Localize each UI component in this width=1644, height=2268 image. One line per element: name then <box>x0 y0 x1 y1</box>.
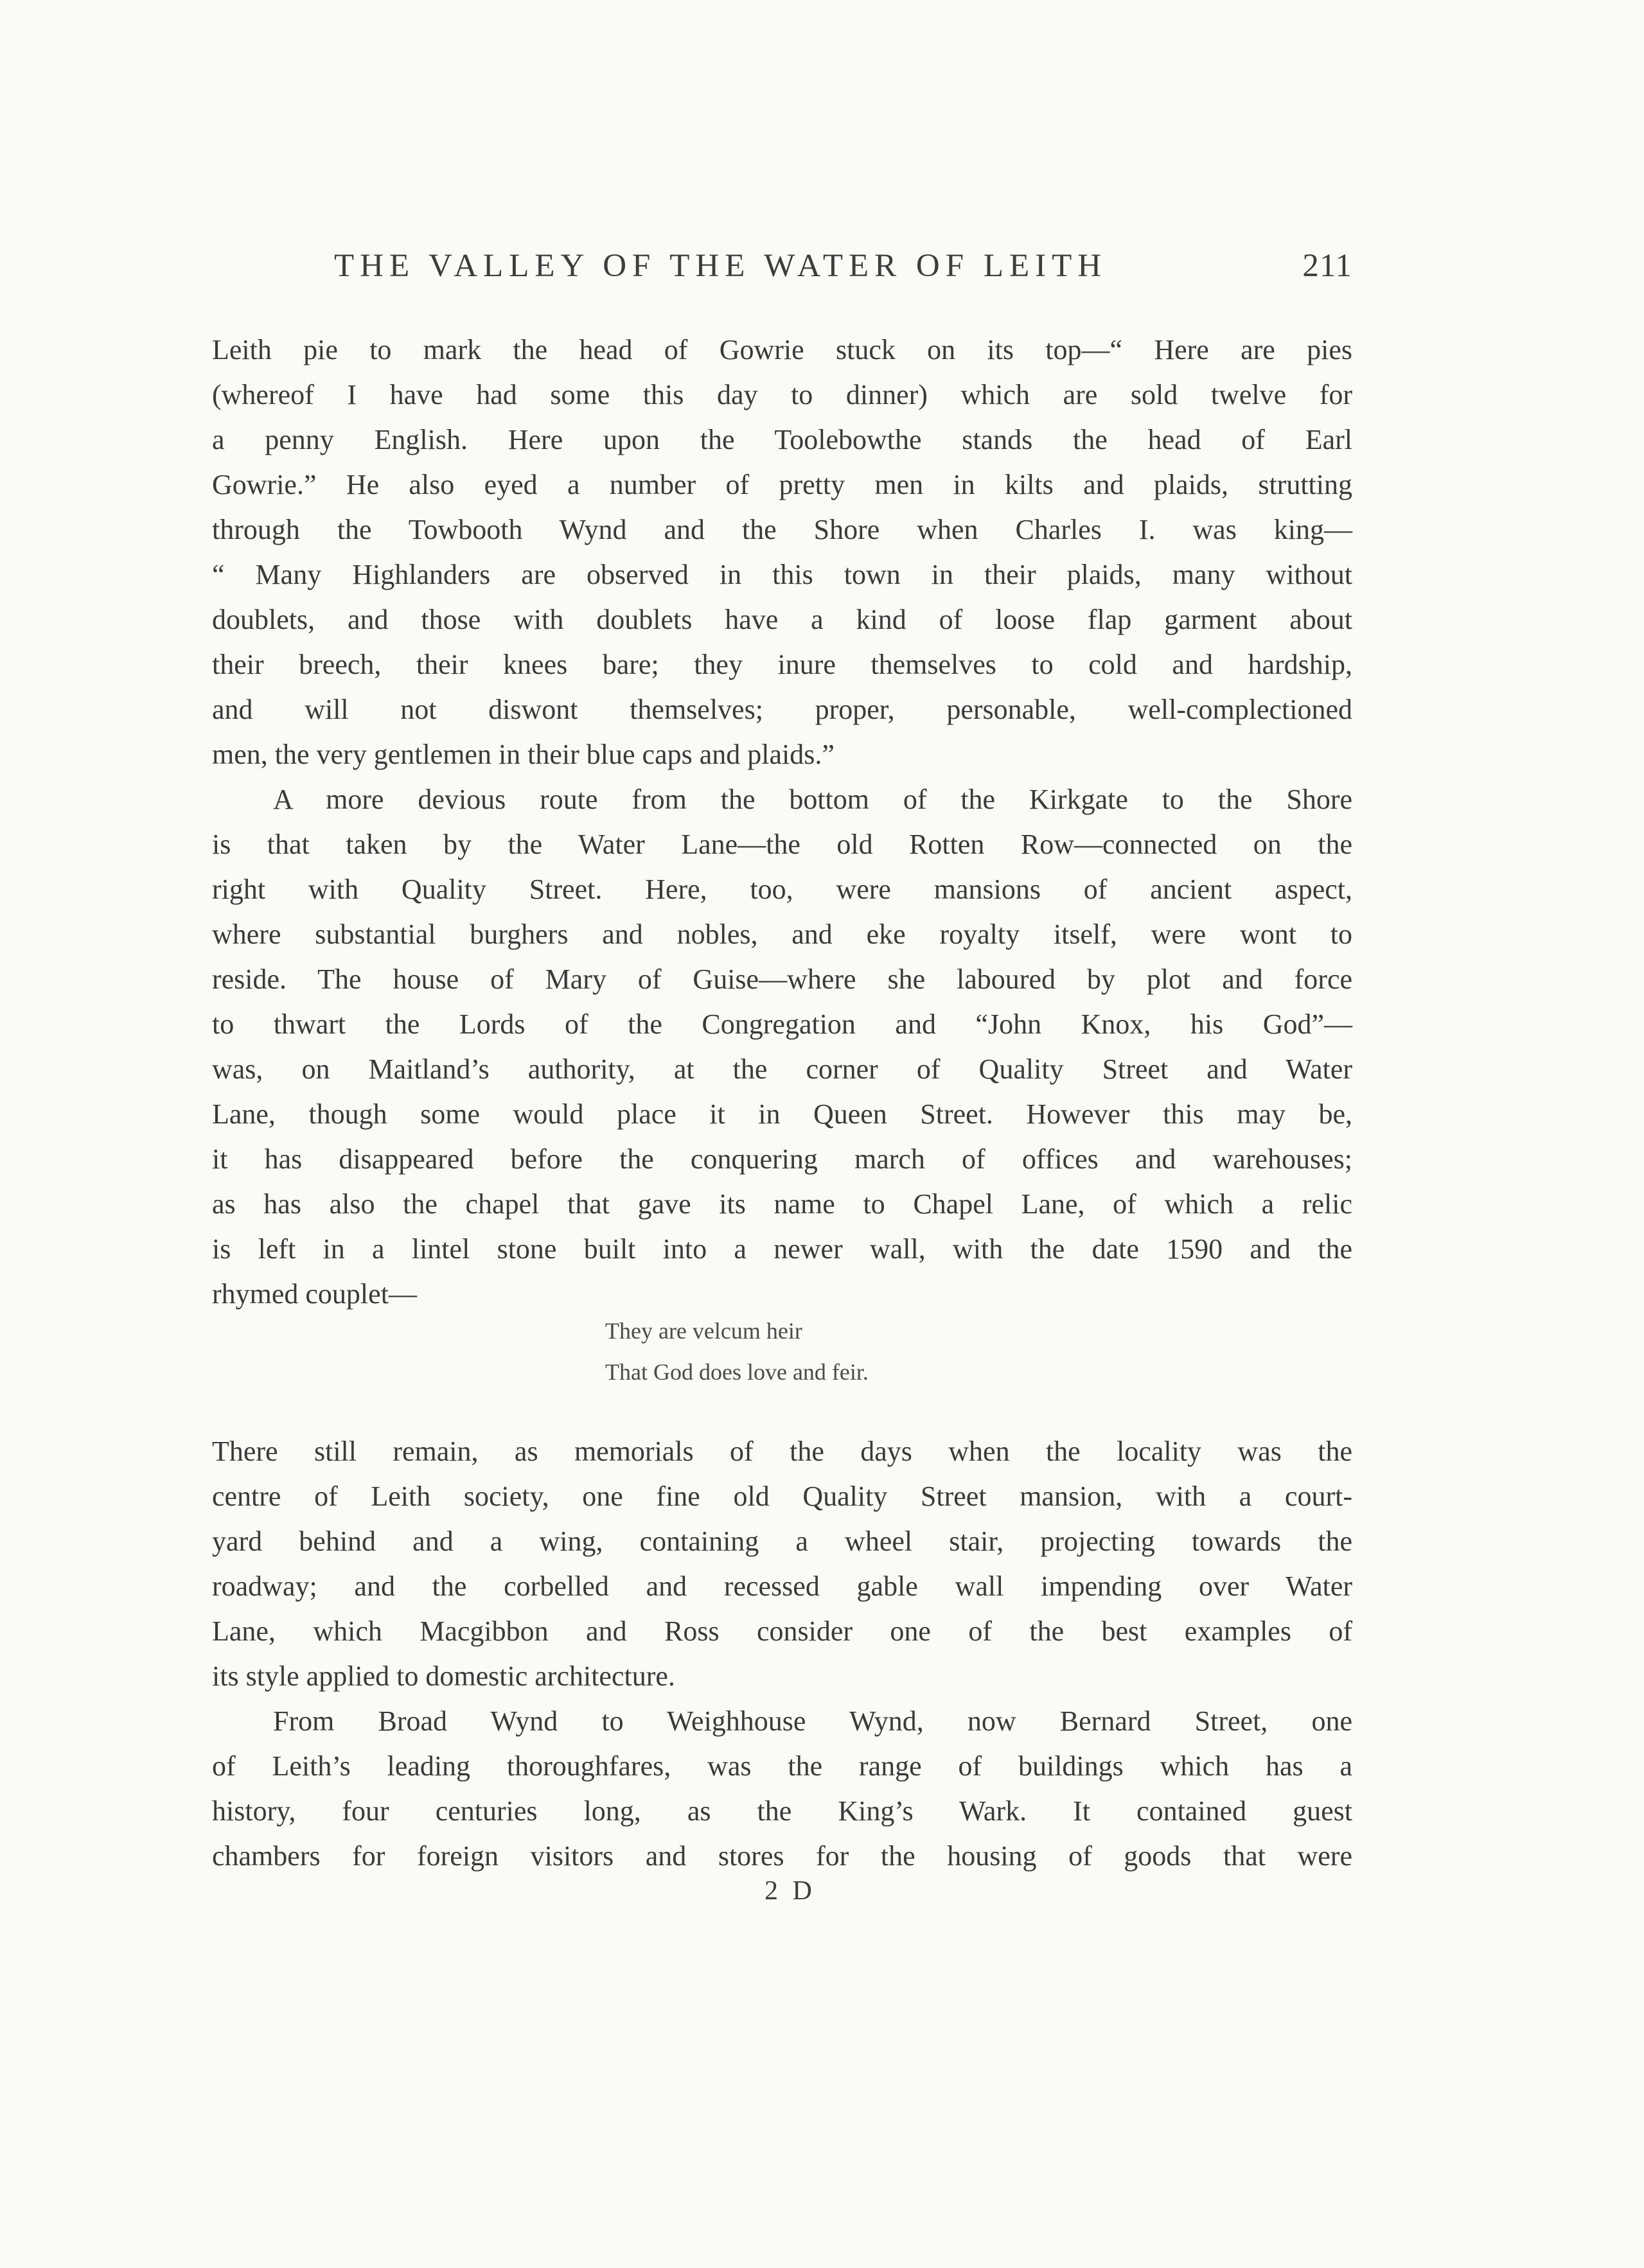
text-line: where substantial burghers and nobles, and eke royalty itself, were wont to <box>212 919 1352 950</box>
paragraph-start-line: From Broad Wynd to Weighhouse Wynd, now Bernard Street, one <box>273 1705 1352 1737</box>
text-line: its style applied to domestic architecture. <box>212 1660 675 1692</box>
text-line: a penny English. Here upon the Toolebowthe stands the head of Earl <box>212 424 1352 455</box>
text-line: as has also the chapel that gave its name to Chapel Lane, of which a relic <box>212 1188 1352 1220</box>
text-line: rhymed couplet— <box>212 1278 417 1310</box>
text-line: (whereof I have had some this day to dinner) which are sold twelve for <box>212 379 1352 410</box>
verse-line: They are velcum heir <box>605 1318 802 1344</box>
text-line: is that taken by the Water Lane—the old Rotten Row—connected on the <box>212 829 1352 860</box>
text-line: was, on Maitland’s authority, at the corner of Quality Street and Water <box>212 1053 1352 1085</box>
text-line: is left in a lintel stone built into a newer wall, with the date 1590 and the <box>212 1233 1352 1265</box>
text-line: doublets, and those with doublets have a kind of loose flap garment about <box>212 604 1352 635</box>
text-line: Lane, which Macgibbon and Ross consider one of the best examples of <box>212 1615 1352 1647</box>
text-line: right with Quality Street. Here, too, were mansions of ancient aspect, <box>212 874 1352 905</box>
text-line: chambers for foreign visitors and stores for the housing of goods that were <box>212 1840 1352 1872</box>
text-line: Gowrie.” He also eyed a number of pretty men in kilts and plaids, strutting <box>212 469 1352 500</box>
text-line: their breech, their knees bare; they inure themselves to cold and hardship, <box>212 649 1352 680</box>
text-line: “ Many Highlanders are observed in this town in their plaids, many without <box>212 559 1352 590</box>
text-line: centre of Leith society, one fine old Quality Street mansion, with a court- <box>212 1481 1352 1512</box>
running-head <box>334 247 1352 305</box>
text-line: reside. The house of Mary of Guise—where she laboured by plot and force <box>212 963 1352 995</box>
signature-mark: 2 D <box>765 1876 816 1906</box>
text-line: to thwart the Lords of the Congregation and “John Knox, his God”— <box>212 1008 1352 1040</box>
verse-line: That God does love and feir. <box>605 1359 869 1385</box>
text-line: Lane, though some would place it in Queen Street. However this may be, <box>212 1098 1352 1130</box>
text-line: and will not diswont themselves; proper, personable, well-complectioned <box>212 694 1352 725</box>
paragraph-start-line: A more devious route from the bottom of the Kirkgate to the Shore <box>273 784 1352 815</box>
text-line: men, the very gentlemen in their blue caps and plaids.” <box>212 739 835 770</box>
text-line: yard behind and a wing, containing a wheel stair, projecting towards the <box>212 1525 1352 1557</box>
body-text-lower <box>212 1429 1352 1879</box>
body-text-upper <box>212 328 1352 1317</box>
verse-couplet <box>605 1310 869 1393</box>
running-title: THE VALLEY OF THE WATER OF LEITH <box>334 248 1108 284</box>
text-line: it has disappeared before the conquering march of offices and warehouses; <box>212 1143 1352 1175</box>
text-line: There still remain, as memorials of the days when the locality was the <box>212 1436 1352 1467</box>
text-line: history, four centuries long, as the King’s Wark. It contained guest <box>212 1795 1352 1827</box>
text-line: Leith pie to mark the head of Gowrie stuck on its top—“ Here are pies <box>212 334 1352 365</box>
text-line: of Leith’s leading thoroughfares, was the range of buildings which has a <box>212 1750 1352 1782</box>
text-line: through the Towbooth Wynd and the Shore when Charles I. was king— <box>212 514 1352 545</box>
text-line: roadway; and the corbelled and recessed gable wall impending over Water <box>212 1570 1352 1602</box>
page-number: 211 <box>1302 248 1352 284</box>
